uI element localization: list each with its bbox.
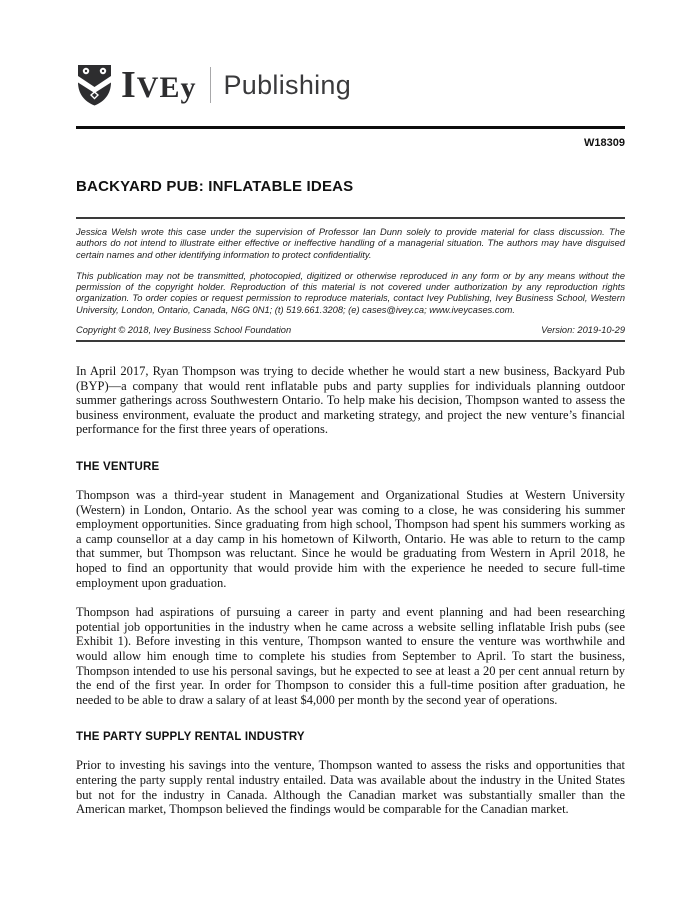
wordmark-letter: I (121, 64, 137, 106)
wordmark-letters: VE (136, 71, 181, 104)
ivey-shield-icon (76, 63, 113, 107)
disclaimer-paragraph-1: Jessica Welsh wrote this case under the supervision of Professor Ian Dunn solely to provide material for class discussion. The authors do not intend to illustrate either effective or ineffective handling of a managerial situation. The authors may have disguised certain names and other identifying information to protect confidentiality. (76, 227, 625, 260)
intro-paragraph: In April 2017, Ryan Thompson was trying to decide whether he would start a new business, Backyard Pub (BYP)—a company that would rent inflatable pubs and party supplies for individuals planning outdoor summer gatherings across Southwestern Ontario. To help make his decision, Thompson wanted to assess the business environment, evaluate the product and marketing strategy, and project the new venture’s financial performance for the first three years of operations. (76, 364, 625, 437)
section-heading-industry: THE PARTY SUPPLY RENTAL INDUSTRY (76, 731, 305, 744)
version-text: Version: 2019-10-29 (541, 325, 625, 336)
wordmark-letter: y (180, 71, 197, 104)
section-heading-venture: THE VENTURE (76, 461, 160, 474)
copyright-row (76, 325, 625, 335)
header-rule (76, 126, 625, 129)
copyright-text: Copyright © 2018, Ivey Business School Foundation (76, 325, 292, 336)
logo-divider (210, 67, 211, 103)
publishing-label: Publishing (223, 69, 352, 100)
disclaimer-paragraph-2: This publication may not be transmitted, photocopied, digitized or otherwise reproduced in any form or by any means without the permission of the copyright holder. Reproduction of this material is not covered under authorization by any reproduction rights organization. To order copies or request permission to reproduce materials, contact Ivey Publishing, Ivey Business School, Western University, London, Ontario, Canada, N6G 0N1; (t) 519.661.3208; (e) cases@ivey.ca; www.iveycases.com. (76, 270, 625, 315)
disclaimer-top-rule (76, 217, 625, 219)
disclaimer-block (76, 227, 625, 335)
page-title: BACKYARD PUB: INFLATABLE IDEAS (76, 178, 354, 195)
ivey-wordmark (121, 66, 196, 104)
disclaimer-bottom-rule (76, 340, 625, 342)
industry-paragraph-1: Prior to investing his savings into the venture, Thompson wanted to assess the risks and opportunities that entering the party supply rental industry entailed. Data was available about the industry in the United States but not for the industry in Canada. Although the Canadian market was substantially smaller than the American market, Thompson believed the findings would be comparable for the Canadian market. (76, 758, 625, 817)
venture-paragraph-1: Thompson was a third-year student in Management and Organizational Studies at Western University (Western) in London, Ontario. As the school year was coming to a close, he was considering his summer employment opportunities. Since graduating from high school, Thompson had spent his summers working as a camp counsellor at a day camp in his hometown of Kilworth, Ontario. He was able to return to the camp that summer, but Thompson was reluctant. Since he would be graduating from Western in April 2018, he hoped to find an opportunity that would provide him with the experience he needed to secure full-time employment upon graduation. (76, 488, 625, 590)
ivey-publishing-logo (76, 60, 625, 110)
case-body (76, 364, 625, 817)
case-number: W18309 (584, 137, 625, 149)
venture-paragraph-2: Thompson had aspirations of pursuing a career in party and event planning and had been researching potential job opportunities in the industry when he came across a website selling inflatable Irish pubs (see Exhibit 1). Before investing in this venture, Thompson wanted to ensure the venture was worthwhile and would allow him enough time to complete his studies from September to April. To start the business, Thompson intended to use his personal savings, but he expected to see at least a 20 per cent annual return by the end of the first year. In order for Thompson to consider this a full-time position after graduation, he needed to be able to draw a salary of at least $4,000 per month by the second year of operations. (76, 605, 625, 707)
page-content (76, 0, 625, 817)
